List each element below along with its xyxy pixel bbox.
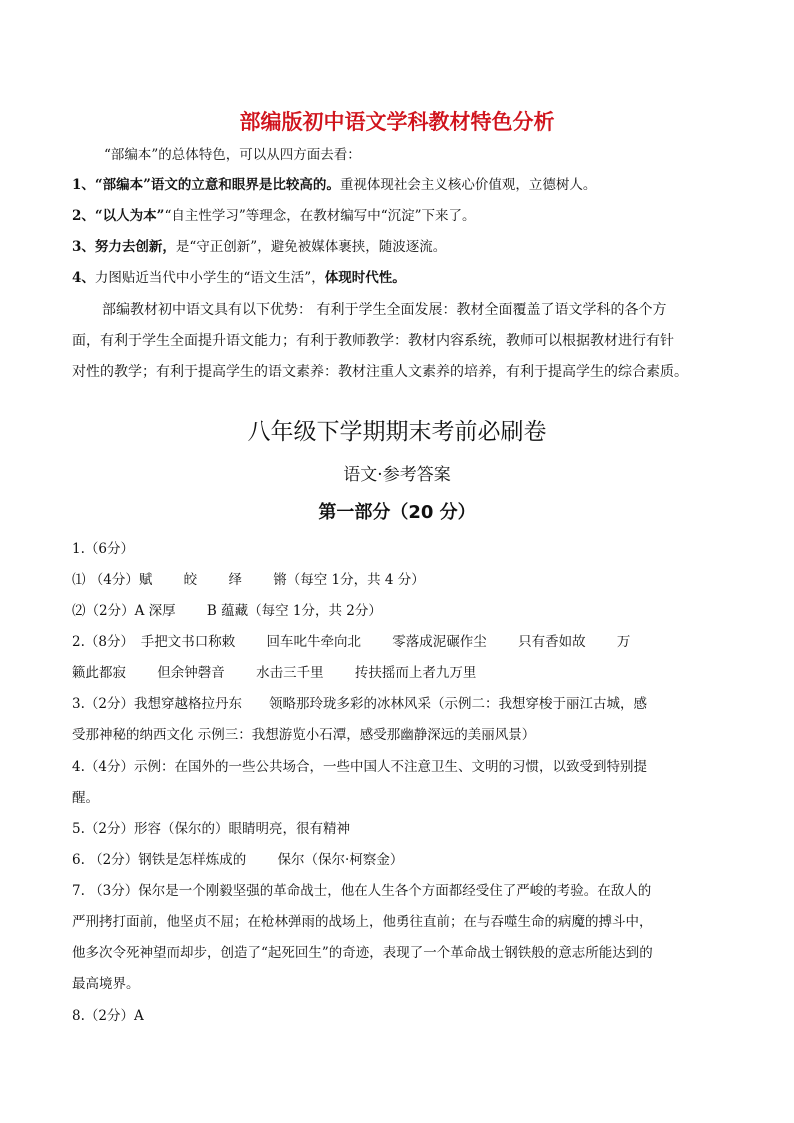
intro-point-2-bold: 2、“以人为本” [72,208,165,224]
intro-point-3-bold: 3、努力去创新， [72,239,176,255]
intro-point-4-rest: 力图贴近当代中小学生的“语文生活”， [94,270,325,286]
intro-point-4-tail: 体现时代性。 [324,270,406,286]
answer-q2-line-1: 2.（8分） 手把文书口称敕 回车叱牛牵向北 零落成泥碾作尘 只有香如故 万 [72,634,631,650]
answer-q3-line-1: 3.（2分）我想穿越格拉丹东 领略那玲珑多彩的冰林风采（示例二：我想穿梭于丽江古城，感 [72,696,647,712]
answer-q4-line-1: 4.（4分）示例：在国外的一些公共场合，一些中国人不注意卫生、文明的习惯，以致受到特别提 [72,759,647,775]
intro-point-1-bold: 1、“部编本”语文的立意和眼界是比较高的。 [72,177,340,193]
intro-point-3-rest: 是“守正创新”，避免被媒体裹挟，随波逐流。 [175,239,447,255]
intro-point-1 [72,176,732,194]
intro-point-2 [72,207,732,225]
exam-subtitle: 语文·参考答案 [343,465,451,485]
intro-point-3 [72,238,732,256]
intro-point-2-rest: “自主性学习”等理念，在教材编写中“沉淀”下来了。 [164,208,476,224]
red-header-title: 部编版初中语文学科教材特色分析 [239,110,555,134]
answer-q7-line-3: 他多次令死神望而却步，创造了“起死回生”的奇迹，表现了一个革命战士钢铁般的意志所能达到的 [72,945,653,961]
answer-q2-line-2: 籁此都寂 但余钟磬音 水击三千里 抟扶摇而上者九万里 [72,665,477,681]
intro-point-4 [72,269,732,287]
intro-lead: “部编本”的总体特色，可以从四方面去看： [104,147,361,163]
answer-q1-2: ⑵（2分）A 深厚 B 蕴藏（每空 1分，共 2分） [72,603,382,619]
answer-q6: 6. （2分）钢铁是怎样炼成的 保尔（保尔·柯察金） [72,852,404,868]
answer-q3-line-2: 受那神秘的纳西文化 示例三：我想游览小石潭，感受那幽静深远的美丽风景） [72,727,536,743]
advantages-line-1: 部编教材初中语文具有以下优势： 有利于学生全面发展：教材全面覆盖了语文学科的各个方 [102,302,667,318]
answer-q7-line-1: 7. （3分）保尔是一个刚毅坚强的革命战士，他在人生各个方面都经受住了严峻的考验。在敌人的 [72,883,652,899]
answer-q8: 8.（2分）A [72,1008,144,1024]
answer-q7-line-2: 严刑拷打面前，他坚贞不屈；在枪林弹雨的战场上，他勇往直前；在与吞噬生命的病魔的搏斗中， [72,914,653,930]
part-heading: 第一部分（20 分） [318,502,476,523]
advantages-line-3: 对性的教学；有利于提高学生的语文素养：教材注重人文素养的培养，有利于提高学生的综合素质。 [72,364,688,380]
exam-title: 八年级下学期期末考前必刷卷 [247,419,547,445]
answer-q5: 5.（2分）形容（保尔的）眼睛明亮，很有精神 [72,821,350,837]
answer-q4-line-2: 醒。 [72,790,99,806]
answer-q7-line-4: 最高境界。 [72,976,140,992]
intro-point-1-rest: 重视体现社会主义核心价值观，立德树人。 [339,177,597,193]
intro-point-4-bold: 4、 [72,270,95,286]
advantages-line-2: 面，有利于学生全面提升语文能力；有利于教师教学：教材内容系统，教师可以根据教材进行有针 [72,333,674,349]
answer-q1: 1.（6分） [72,541,134,557]
answer-q1-1: ⑴ （4分）赋 皎 绎 锵（每空 1分，共 4 分） [72,572,425,588]
